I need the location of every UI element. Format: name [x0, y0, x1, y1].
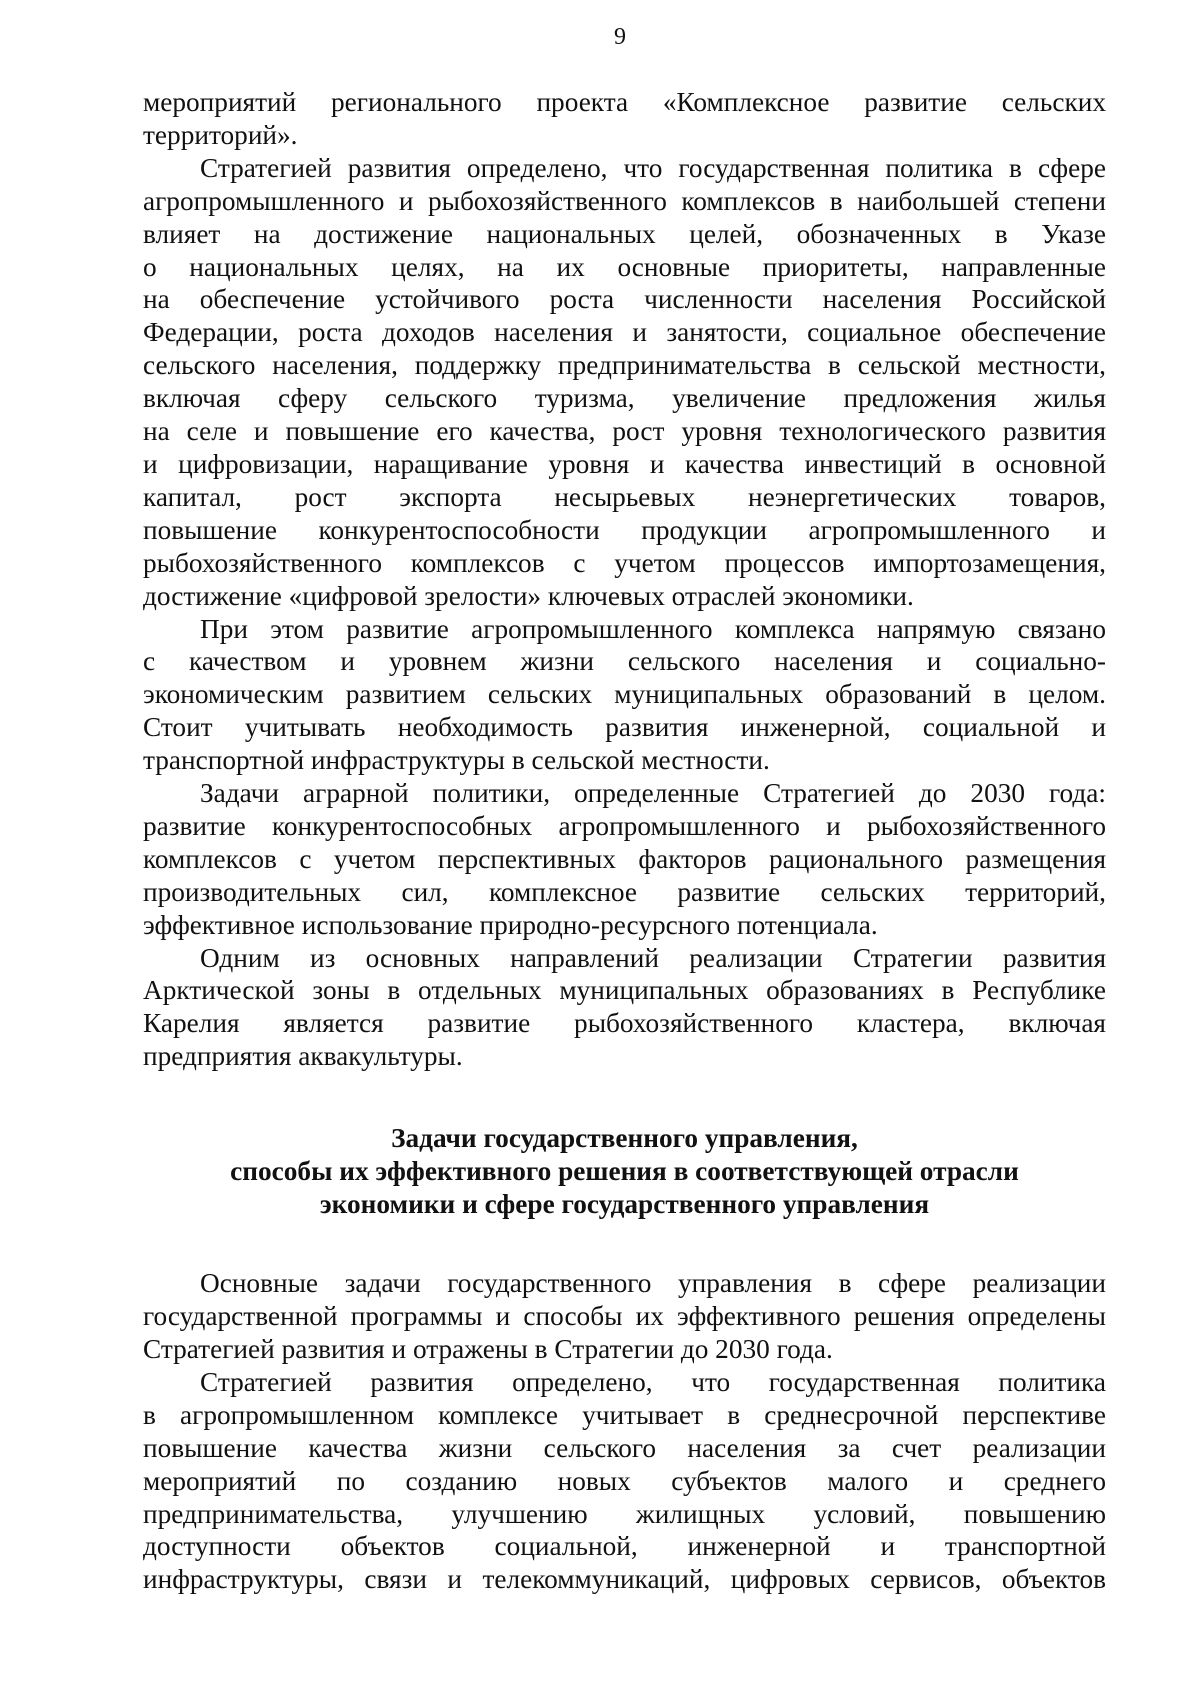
text-line: Основные задачи государственного управления в сфере реализации — [200, 1268, 1106, 1299]
text-line: с качеством и уровнем жизни сельского населения и социально- — [143, 646, 1106, 677]
text-line: предпринимательства, улучшению жилищных условий, повышению — [143, 1498, 1106, 1529]
text-line: Стратегией развития определено, что государственная политика в сфере — [200, 152, 1106, 183]
paragraph — [143, 777, 1106, 942]
text-line: Стратегией развития и отражены в Стратегии до 2030 года. — [143, 1334, 833, 1364]
text-line: Одним из основных направлений реализации Стратегии развития — [200, 942, 1106, 973]
text-line: экономическим развитием сельских муниципальных образований в целом. — [143, 679, 1106, 710]
text-line: Стратегией развития определено, что государственная политика — [200, 1366, 1106, 1397]
text-line: комплексов с учетом перспективных факторов рационального размещения — [143, 843, 1106, 874]
spacer — [143, 1221, 1106, 1267]
body-section-after-heading — [143, 1267, 1106, 1596]
page-number: 9 — [614, 24, 626, 50]
text-line: доступности объектов социальной, инженерной и транспортной — [143, 1531, 1106, 1562]
text-line: При этом развитие агропромышленного комплекса напрямую связано — [200, 613, 1106, 644]
text-line: Задачи аграрной политики, определенные Стратегией до 2030 года: — [200, 778, 1106, 809]
text-line: производительных сил, комплексное развитие сельских территорий, — [143, 876, 1106, 907]
text-line: на селе и повышение его качества, рост уровня технологического развития — [143, 416, 1106, 447]
paragraph — [143, 86, 1106, 152]
heading-line: экономики и сфере государственного управления — [319, 1189, 930, 1220]
text-line: мероприятий регионального проекта «Комплексное развитие сельских — [143, 87, 1106, 117]
text-line: капитал, рост экспорта несырьевых неэнергетических товаров, — [143, 481, 1106, 512]
text-line: Стоит учитывать необходимость развития инженерной, социальной и — [143, 712, 1106, 743]
text-line: достижение «цифровой зрелости» ключевых отраслей экономики. — [143, 580, 914, 611]
text-line: и цифровизации, наращивание уровня и качества инвестиций в основной — [143, 448, 1106, 479]
paragraph — [143, 942, 1106, 1074]
paragraph — [143, 1366, 1106, 1596]
text-line: Карелия является развитие рыбохозяйственного кластера, включая — [143, 1008, 1106, 1039]
heading-line: способы их эффективного решения в соответствующей отрасли — [230, 1156, 1019, 1187]
text-line: агропромышленного и рыбохозяйственного комплексов в наибольшей степени — [143, 185, 1106, 216]
document-body — [143, 86, 1106, 1596]
body-section-before-heading — [143, 86, 1106, 1073]
text-line: Федерации, роста доходов населения и занятости, социальное обеспечение — [143, 317, 1106, 348]
text-line: в агропромышленном комплексе учитывает в среднесрочной перспективе — [143, 1399, 1106, 1430]
text-line: мероприятий по созданию новых субъектов малого и среднего — [143, 1465, 1106, 1496]
text-line: инфраструктуры, связи и телекоммуникаций, цифровых сервисов, объектов — [143, 1564, 1106, 1595]
text-line: развитие конкурентоспособных агропромышленного и рыбохозяйственного — [143, 810, 1106, 841]
paragraph — [143, 613, 1106, 778]
text-line: сельского населения, поддержку предпринимательства в сельской местности, — [143, 350, 1106, 381]
text-line: транспортной инфраструктуры в сельской местности. — [143, 745, 770, 776]
text-line: влияет на достижение национальных целей, обозначенных в Указе — [143, 218, 1106, 249]
section-heading — [143, 1122, 1106, 1221]
paragraph — [143, 152, 1106, 613]
text-line: повышение конкурентоспособности продукции агропромышленного и — [143, 514, 1106, 545]
paragraph — [143, 1267, 1106, 1366]
text-line: государственной программы и способы их эффективного решения определены — [143, 1301, 1106, 1332]
text-line: повышение качества жизни сельского населения за счет реализации — [143, 1432, 1106, 1463]
spacer — [143, 1073, 1106, 1122]
text-line: на обеспечение устойчивого роста численности населения Российской — [143, 284, 1106, 315]
text-line: предприятия аквакультуры. — [143, 1041, 463, 1072]
text-line: рыбохозяйственного комплексов с учетом процессов импортозамещения, — [143, 547, 1106, 578]
heading-line: Задачи государственного управления, — [391, 1123, 858, 1154]
text-line: территорий». — [143, 119, 298, 150]
text-line: о национальных целях, на их основные приоритеты, направленные — [143, 251, 1106, 282]
text-line: включая сферу сельского туризма, увеличение предложения жилья — [143, 383, 1106, 414]
text-line: Арктической зоны в отдельных муниципальных образованиях в Республике — [143, 975, 1106, 1006]
text-line: эффективное использование природно-ресурсного потенциала. — [143, 909, 878, 940]
